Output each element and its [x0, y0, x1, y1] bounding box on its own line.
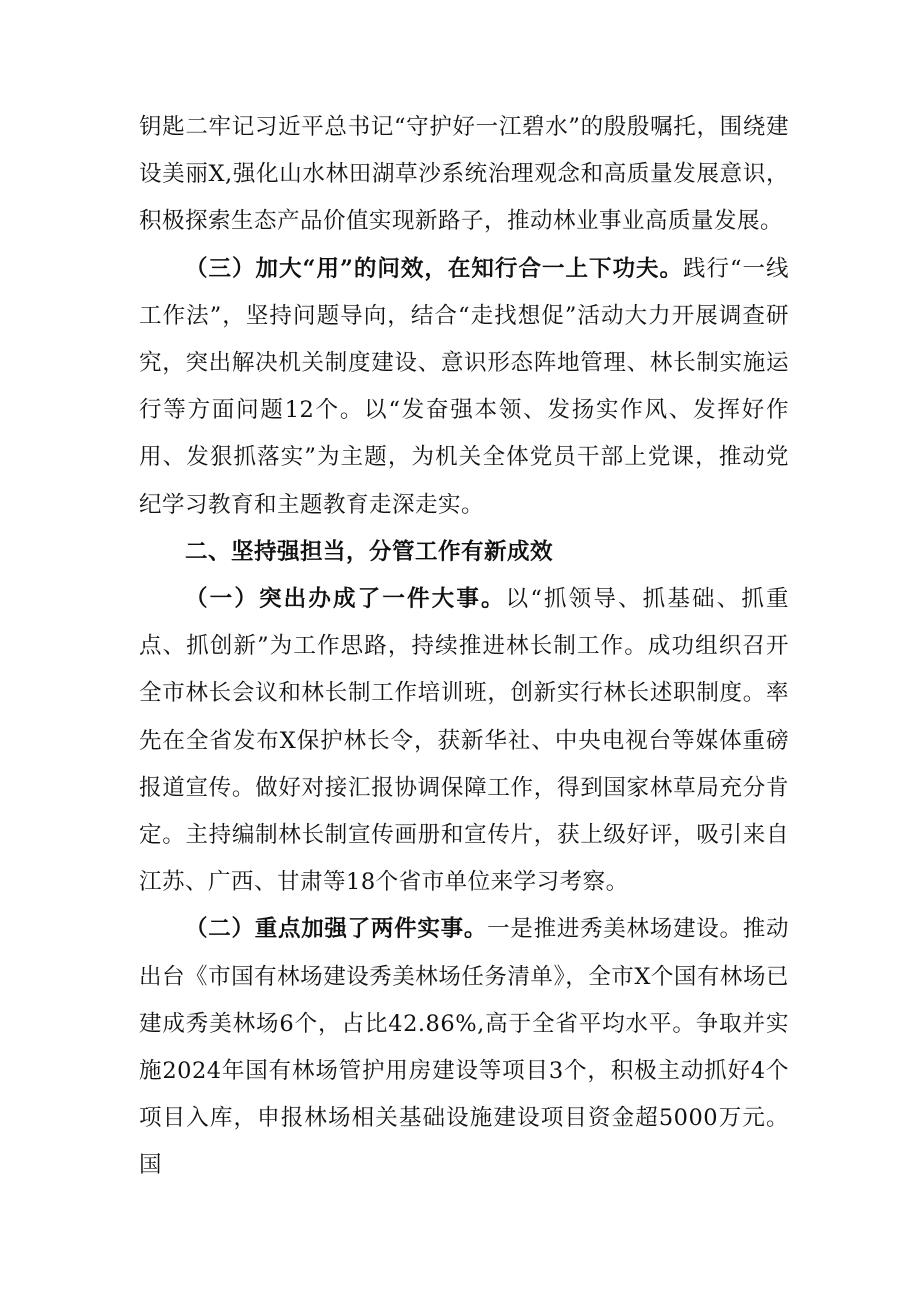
paragraph-text: 一是推进秀美林场建设。推动出台《市国有林场建设秀美林场任务清单》，全市X个国有林场已建成秀美林场6个，占比42.86%,高于全省平均水平。争取并实施2024年国有林场管护用房建设等项目3个，积极主动抓好4个项目入库，申报林场相关基础设施建设项目资金超5000万元。国 — [139, 916, 789, 1179]
paragraph-lead: （三）加大“用”的问效，在知行合一上下功夫。 — [185, 255, 683, 282]
document-body — [139, 104, 789, 1190]
paragraph-lead: （二）重点加强了两件实事。 — [185, 916, 488, 943]
paragraph-item-one — [139, 576, 789, 906]
paragraph-text: 以“抓领导、抓基础、抓重点、抓创新”为工作思路，持续推进林长制工作。成功组织召开全市林长会议和林长制工作培训班，创新实行林长述职制度。率先在全省发布X保护林长令，获新华社、中央电视台等媒体重磅报道宣传。做好对接汇报协调保障工作，得到国家林草局充分肯定。主持编制林长制宣传画册和宣传片，获上级好评，吸引来自江苏、广西、甘肃等18个省市单位来学习考察。 — [139, 586, 789, 896]
paragraph-text: 践行“一线工作法”，坚持问题导向，结合“走找想促”活动大力开展调查研究，突出解决机关制度建设、意识形态阵地管理、林长制实施运行等方面问题12个。以“发奋强本领、发扬实作风、发挥好作用、发狠抓落实”为主题，为机关全体党员干部上党课，推动党纪学习教育和主题教育走深走实。 — [139, 255, 789, 518]
paragraph-item-three — [139, 246, 789, 529]
section-heading: 二、坚持强担当，分管工作有新成效 — [185, 538, 554, 565]
paragraph-text: 钥匙二牢记习近平总书记“守护好一江碧水”的殷殷嘱托，围绕建设美丽X,强化山水林田湖草沙系统治理观念和高质量发展意识，积极探索生态产品价值实现新路子，推动林业事业高质量发展。 — [139, 114, 789, 235]
paragraph-lead: （一）突出办成了一件大事。 — [185, 586, 506, 613]
paragraph-continuation — [139, 104, 789, 246]
paragraph-item-two — [139, 906, 789, 1189]
